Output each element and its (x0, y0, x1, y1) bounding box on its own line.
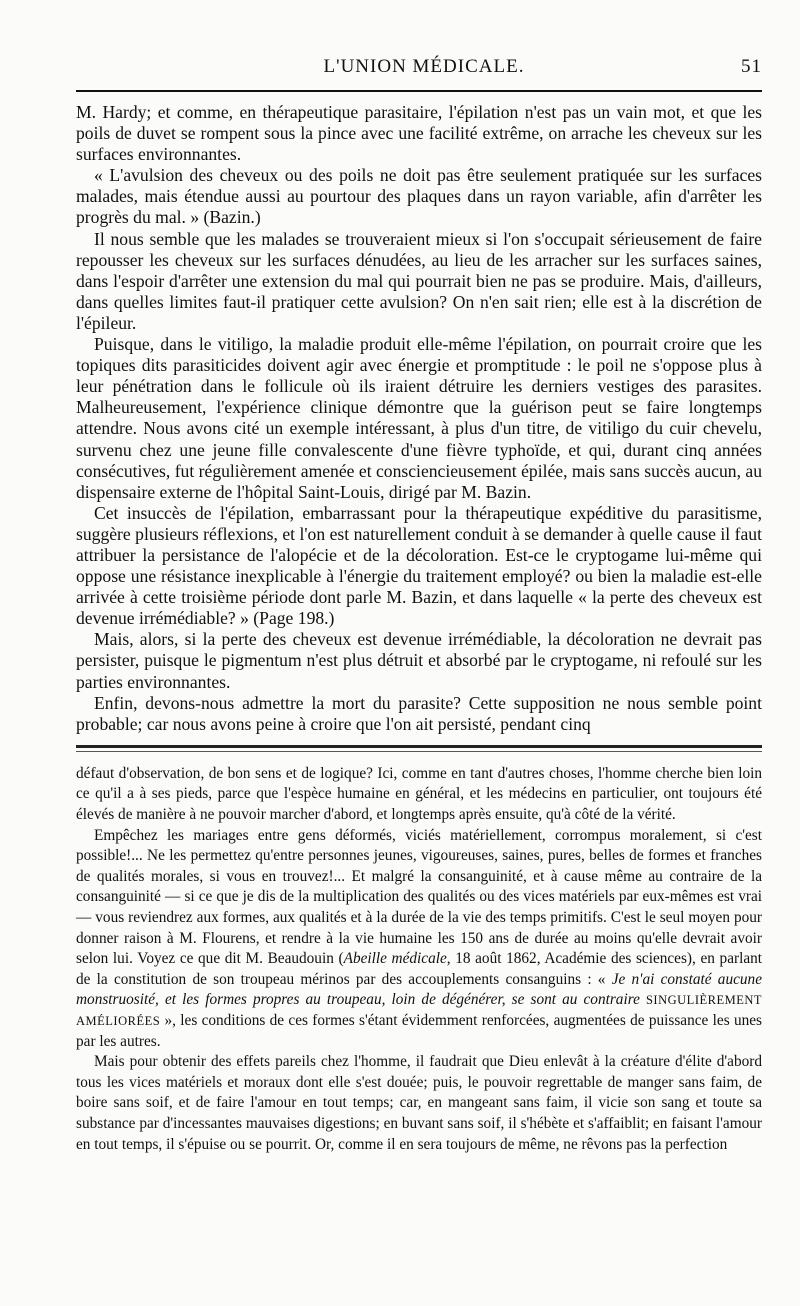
footnote-paragraph: défaut d'observation, de bon sens et de logique? Ici, comme en tant d'autres choses, l'homme cherche bien loin ce qu'il a à ses pieds, parce que l'espèce humaine en général, et les médecins en particulier, ont toujours été élevés de manière à ne pouvoir marcher d'abord, et longtemps après ensuite, qu'à côté de la vérité. (76, 764, 762, 823)
running-title: L'UNION MÉDICALE. (323, 56, 525, 77)
paragraph: Puisque, dans le vitiligo, la maladie produit elle-même l'épilation, on pourrait croire que les topiques dits parasiticides doivent agir avec énergie et promptitude : le poil ne s'oppose plus à leur pénétration dans le follicule où ils iraient détruire les derniers vestiges des parasites. Malheureusement, l'expérience clinique démontre que la guérison peut se faire longtemps attendre. Nous avons cité un exemple intéressant, à plus d'un titre, de vitiligo du cuir chevelu, survenu chez une jeune fille convalescente d'une fièvre typhoïde, et qui, durant cinq années consécutives, fut régulièrement amenée et consciencieusement épilée, mais sans succès aucun, au dispensaire externe de l'hôpital Saint-Louis, dirigé par M. Bazin. (76, 334, 762, 502)
footnote-separator (76, 745, 762, 752)
header-rule (76, 90, 762, 92)
main-text (76, 102, 762, 735)
footnote-text: », les conditions de ces formes s'étant évidemment renforcées, augmentées de puissance les unes par les autres. (76, 1011, 762, 1050)
paragraph: « L'avulsion des cheveux ou des poils ne doit pas être seulement pratiquée sur les surfaces malades, mais étendue aussi au pourtour des plaques dans un rayon variable, afin d'arrêter les progrès du mal. » (Bazin.) (76, 165, 762, 228)
paragraph: Mais, alors, si la perte des cheveux est devenue irrémédiable, la décoloration ne devrait pas persister, puisque le pigmentum n'est plus détruit et absorbé par le cryptogame, ni refoulé sur les parties environnantes. (76, 629, 762, 692)
paragraph: Enfin, devons-nous admettre la mort du parasite? Cette supposition ne nous semble point probable; car nous avons peine à croire que l'on ait persisté, pendant cinq (76, 692, 762, 734)
page-number: 51 (741, 56, 762, 77)
running-header (76, 56, 762, 86)
footnote-paragraph (76, 826, 762, 1053)
emphasis-smallcaps: SINGULIÈREMENT AMÉLIORÉES (76, 993, 762, 1028)
quotation: Je n'ai constaté aucune monstruosité, et les formes propres au troupeau, loin de dégénérer, se sont au contraire (76, 970, 762, 1009)
footnote-text: , 18 août 1862, Académie des sciences), en parlant de la constitution de son troupeau mérinos par des accouplements consanguins : « (76, 950, 763, 988)
footnote (76, 764, 762, 1155)
journal-title: Abeille médicale (343, 950, 447, 968)
paragraph: Cet insuccès de l'épilation, embarrassant pour la thérapeutique expéditive du parasitisme, suggère plusieurs réflexions, et l'on est naturellement conduit à se demander à quelle cause il faut attribuer la persistance de l'alopécie et de la décoloration. Est-ce le cryptogame lui-même qui oppose une résistance inexplicable à l'énergie du traitement employé? ou bien la maladie est-elle arrivée à cette troisième période dont parle M. Bazin, et dans laquelle « la perte des cheveux est devenue irrémédiable? » (Page 198.) (76, 502, 762, 629)
footnote-text: Empêchez les mariages entre gens déformés, viciés matériellement, corrompus moralement, si c'est possible!... Ne les permettez qu'entre personnes jeunes, vigoureuses, saines, pures, belles de formes et franches de qualités morales, si vous en trouvez!... Et malgré la consanguinité, et à cause même au contraire de la consanguinité — si ce que je dis de la multiplication des qualités ou des vices matériels par eux-mêmes est vrai — vous reviendrez aux formes, aux qualités et à la durée de la vie des temps primitifs. C'est le seul moyen pour donner raison à M. Flourens, et rendre à la vie humaine les 150 ans de durée au moins qu'elle devrait avoir selon lui. Voyez ce que dit M. Beaudouin ( (76, 826, 762, 968)
paragraph: Il nous semble que les malades se trouveraient mieux si l'on s'occupait sérieusement de faire repousser les cheveux sur les surfaces dénudées, au lieu de les arracher sur les surfaces saines, dans l'espoir d'arrêter une extension du mal qui pourrait bien ne pas se produire. Mais, d'ailleurs, dans quelles limites faut-il pratiquer cette avulsion? On n'en sait rien; elle est à la discrétion de l'épileur. (76, 228, 762, 333)
paragraph: M. Hardy; et comme, en thérapeutique parasitaire, l'épilation n'est pas un vain mot, et que les poils de duvet se rompent sous la pince avec une facilité extrême, on arrache les cheveux sur les surfaces environnantes. (76, 102, 762, 165)
footnote-paragraph: Mais pour obtenir des effets pareils chez l'homme, il faudrait que Dieu enlevât à la créature d'élite d'abord tous les vices matériels et moraux dont elle s'est douée; puis, le pouvoir regrettable de manger sans faim, de boire sans soif, et de faire l'amour en tout temps; car, en mangeant sans faim, il vicie son sang et toute sa substance par d'incessantes mauvaises digestions; en buvant sans soif, il s'hébète et s'affaiblit; en faisant l'amour en tout temps, il s'épuise ou se pourrit. Or, comme il en sera toujours de même, ne rêvons pas la perfection (76, 1053, 762, 1153)
